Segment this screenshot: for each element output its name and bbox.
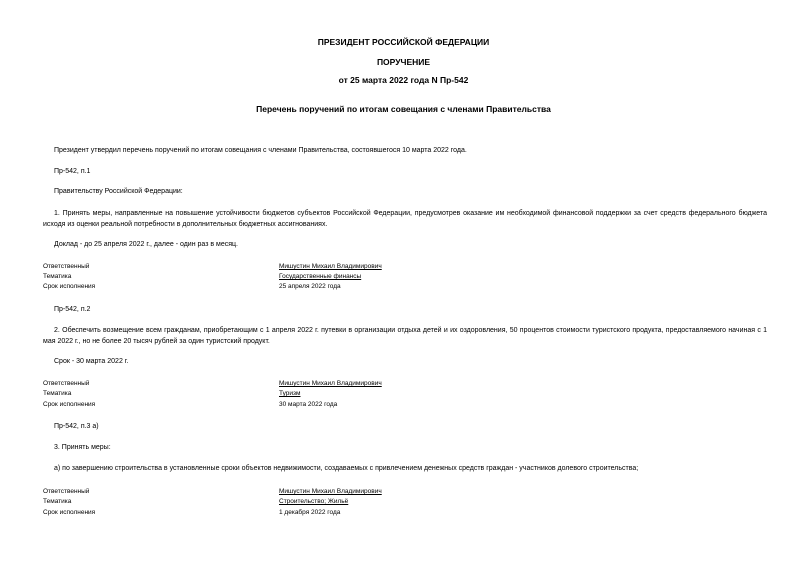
item1-responsible-label: Ответственный: [43, 263, 90, 270]
item2-deadline-label: Срок исполнения: [43, 401, 96, 408]
item1-code: Пр-542, п.1: [54, 168, 91, 175]
document-title: Перечень поручений по итогам совещания с членами Правительства: [256, 104, 551, 114]
item1-topic-label: Тематика: [43, 273, 72, 280]
item3-deadline-label: Срок исполнения: [43, 509, 96, 516]
item1-topic-link[interactable]: Государственные финансы: [279, 273, 362, 280]
item1-deadline-label: Срок исполнения: [43, 283, 96, 290]
document-date-number: от 25 марта 2022 года N Пр-542: [338, 75, 469, 85]
item2-responsible-link[interactable]: Мишустин Михаил Владимирович: [279, 380, 382, 387]
item2-topic-label: Тематика: [43, 390, 72, 397]
item1-responsible-link[interactable]: Мишустин Михаил Владимирович: [279, 263, 382, 270]
item1-addressee: Правительству Российской Федерации:: [54, 188, 183, 195]
item2-text: 2. Обеспечить возмещение всем гражданам, приобретающим с 1 апреля 2022 г. путевки в организации отдыха детей и их оздоровления, 50 процентов стоимости туристского продукта, предоставляемого начиная с 1 мая 2022 г., но не более 20 тысяч рублей за один туристский продукт.: [43, 327, 767, 345]
item3-code: Пр-542, п.3 а): [54, 423, 99, 430]
document-type: ПОРУЧЕНИЕ: [376, 57, 431, 67]
item3-topic-label: Тематика: [43, 498, 72, 505]
item3-topic-link[interactable]: Строительство; Жильё: [279, 498, 349, 505]
item3-responsible-link[interactable]: Мишустин Михаил Владимирович: [279, 488, 382, 495]
item2-code: Пр-542, п.2: [54, 306, 91, 313]
president-header: ПРЕЗИДЕНТ РОССИЙСКОЙ ФЕДЕРАЦИИ: [317, 37, 490, 47]
item2-responsible-label: Ответственный: [43, 380, 90, 387]
item3-responsible-label: Ответственный: [43, 488, 90, 495]
item3-text: 3. Принять меры:: [54, 444, 111, 451]
intro-paragraph: Президент утвердил перечень поручений по итогам совещания с членами Правительства, состоявшегося 10 марта 2022 года.: [54, 147, 467, 154]
item2-term: Срок - 30 марта 2022 г.: [54, 358, 129, 365]
item2-deadline: 30 марта 2022 года: [279, 401, 338, 408]
item3-sub-a: а) по завершению строительства в установленные сроки объектов недвижимости, создаваемых с привлечением денежных средств граждан - участников долевого строительства;: [54, 465, 639, 472]
item2-topic-link[interactable]: Туризм: [279, 390, 301, 397]
item1-deadline: 25 апреля 2022 года: [279, 283, 341, 290]
item1-text: 1. Принять меры, направленные на повышение устойчивости бюджетов субъектов Российской Федерации, предусмотрев оказание им необходимой финансовой поддержки за счет средств федерального бюджета исходя из оценки реальной потребности в дополнительных бюджетных ассигнованиях.: [43, 210, 767, 228]
item1-report: Доклад - до 25 апреля 2022 г., далее - один раз в месяц.: [54, 241, 238, 248]
item3-deadline: 1 декабря 2022 года: [279, 509, 341, 516]
